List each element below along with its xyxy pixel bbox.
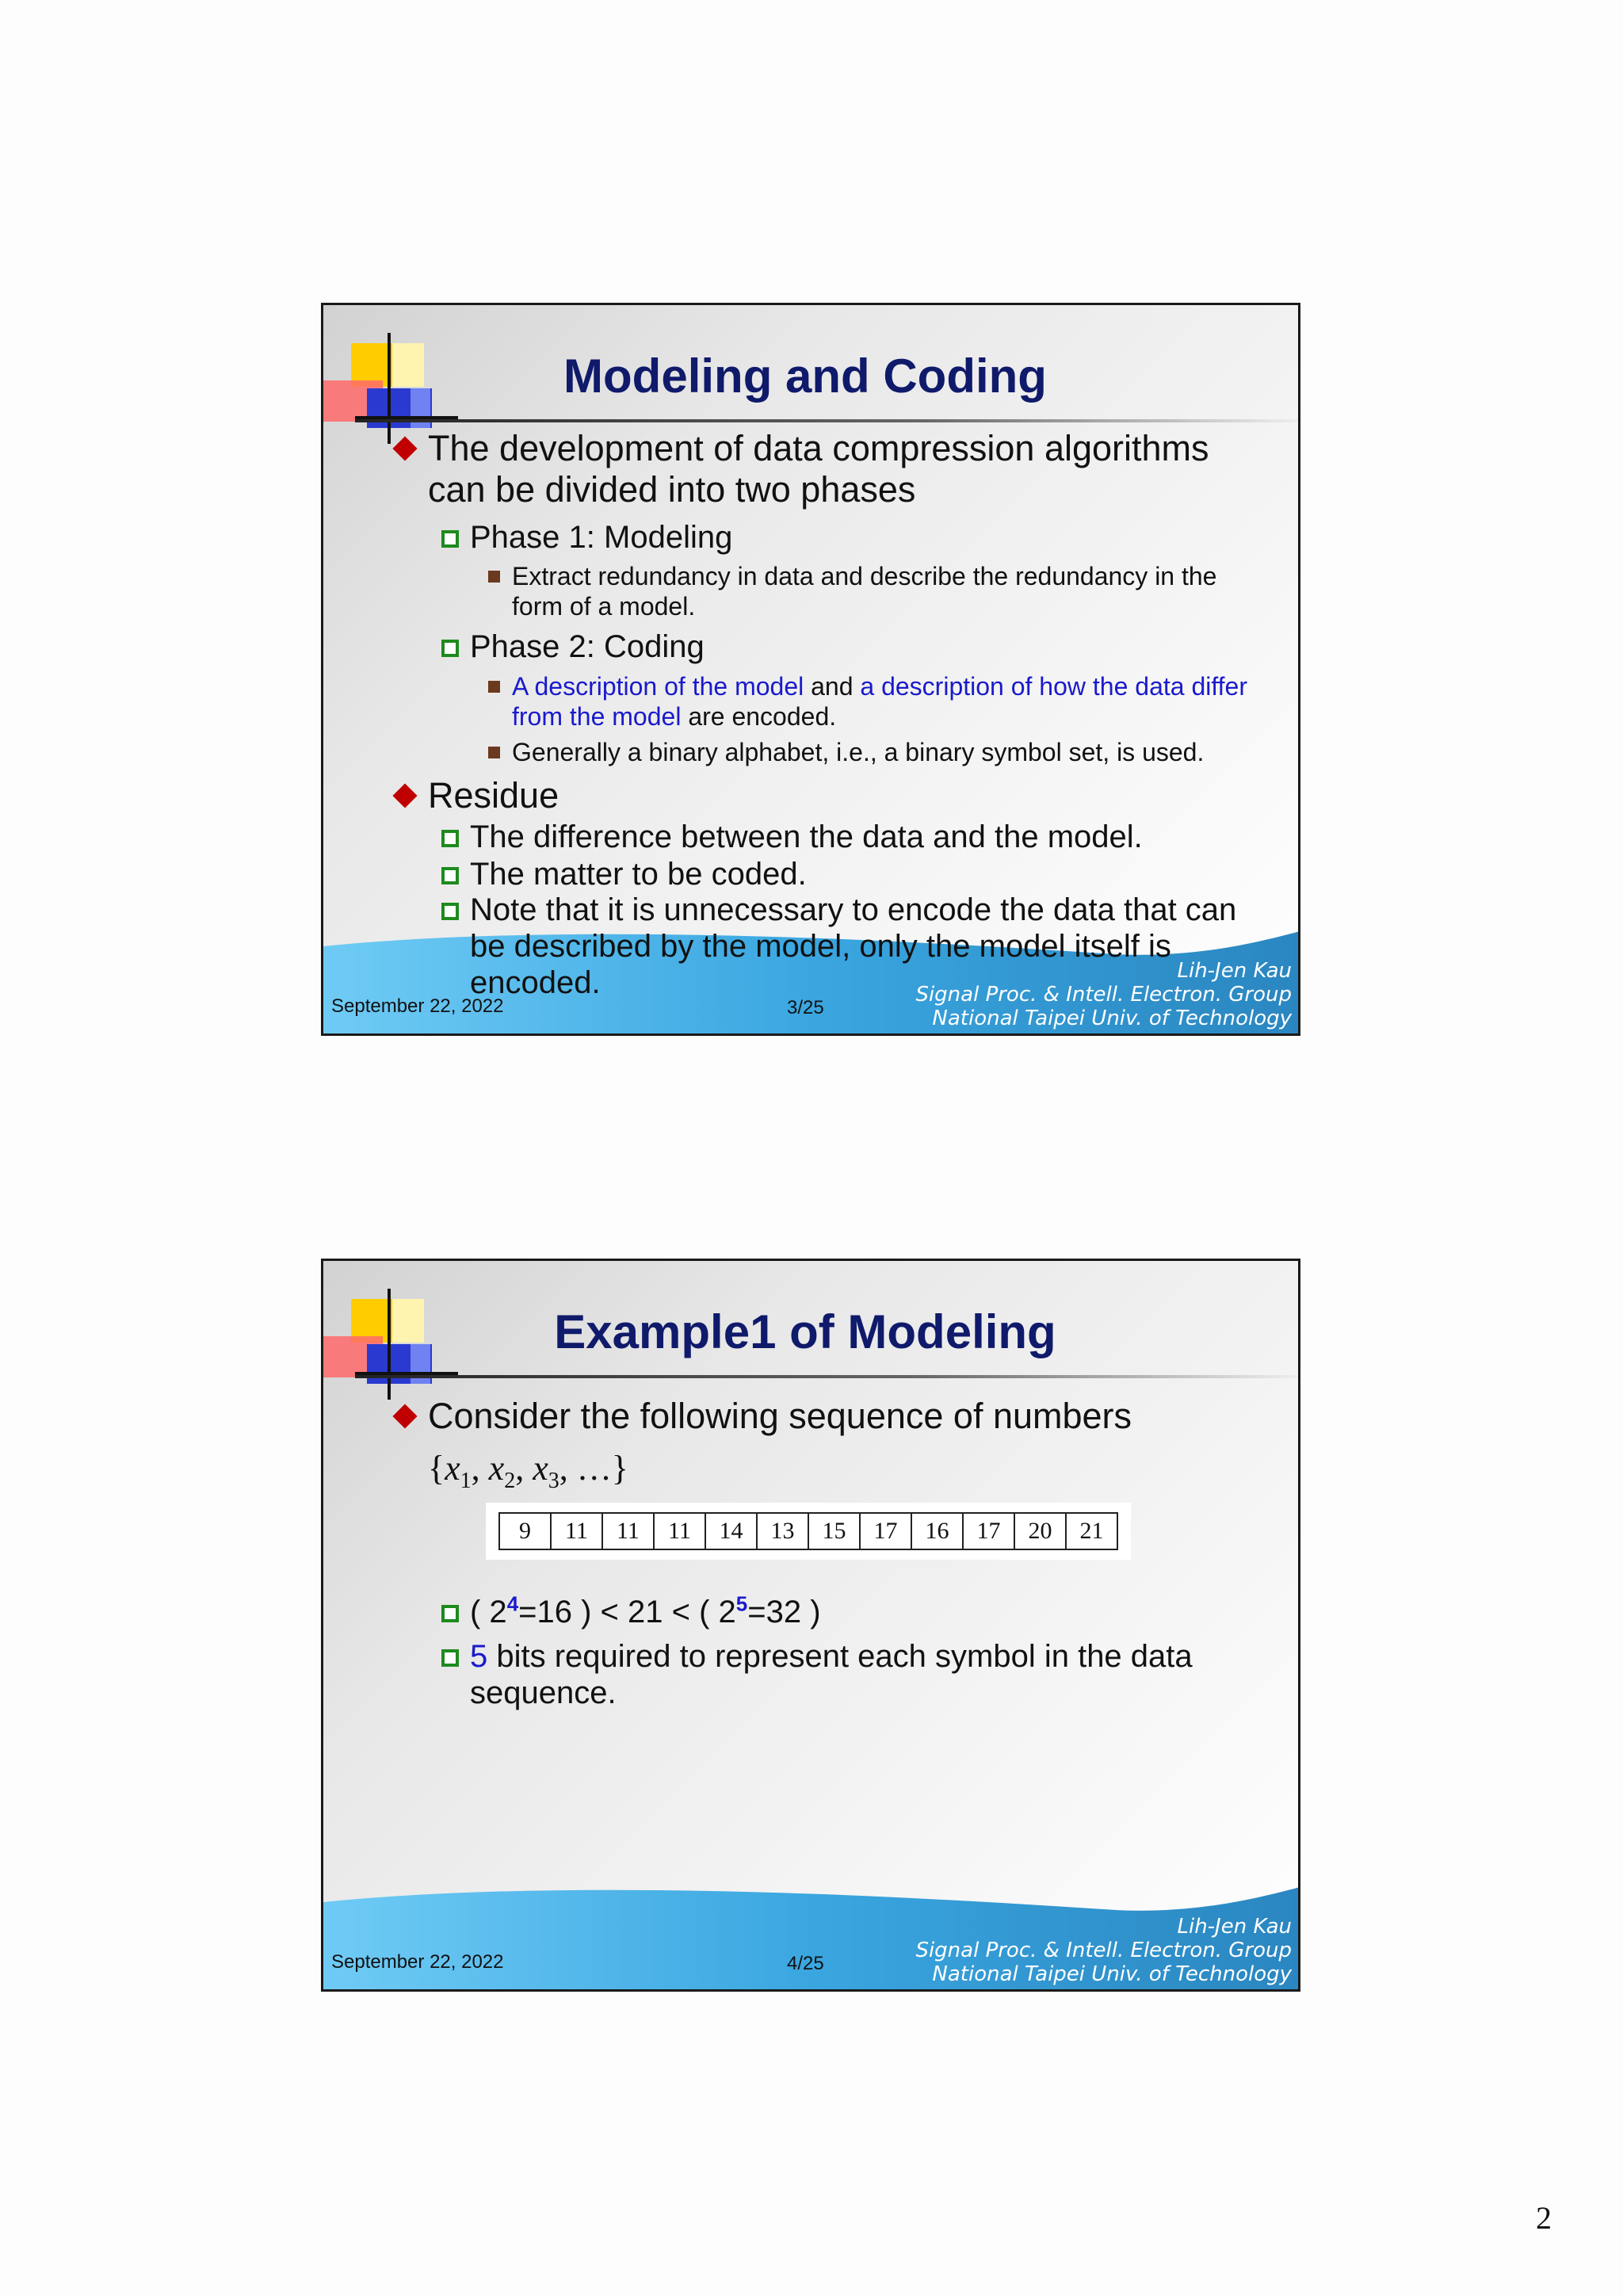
- sequence-cell: 21: [1066, 1513, 1117, 1549]
- filled-square-bullet-icon: [488, 747, 500, 758]
- bullet-consider-sequence: Consider the following sequence of numbers: [428, 1396, 1268, 1437]
- footer-author: Lih-Jen Kau: [1177, 959, 1292, 983]
- bullet-residue-difference: The difference between the data and the model.: [470, 819, 1270, 855]
- slide-3: [321, 303, 1300, 1036]
- sequence-cell: 17: [860, 1513, 911, 1549]
- bullet-phase-1: Phase 1: Modeling: [470, 519, 1270, 556]
- sequence-cell: 13: [757, 1513, 808, 1549]
- square-bullet-icon: [441, 640, 459, 657]
- square-bullet-icon: [441, 867, 459, 884]
- sequence-cell: 11: [551, 1513, 602, 1549]
- sequence-cell: 17: [963, 1513, 1014, 1549]
- bullet-phase-2-detail-2: Generally a binary alphabet, i.e., a binary symbol set, is used.: [512, 737, 1273, 767]
- slide-4: [321, 1259, 1300, 1992]
- bullet-phase-1-detail: Extract redundancy in data and describe the redundancy in the form of a model.: [512, 561, 1273, 621]
- bullet-development: The development of data compression algorithms can be divided into two phases: [428, 428, 1268, 510]
- bullet-phase-2-detail-1: A description of the model and a description of how the data differ from the model are encoded.: [512, 671, 1273, 732]
- square-bullet-icon: [441, 830, 459, 847]
- footer-date: September 22, 2022: [331, 995, 504, 1017]
- sequence-cell: 15: [808, 1513, 860, 1549]
- footer-author: Lih-Jen Kau: [1177, 1915, 1292, 1939]
- sequence-cell: 11: [602, 1513, 654, 1549]
- footer-university: National Taipei Univ. of Technology: [932, 1007, 1292, 1030]
- title-underline: [355, 418, 1298, 424]
- sequence-cell: 11: [654, 1513, 705, 1549]
- square-bullet-icon: [441, 1649, 459, 1667]
- filled-square-bullet-icon: [488, 681, 500, 693]
- bullet-bits-required: 5 bits required to represent each symbol in the data sequence.: [470, 1638, 1270, 1711]
- slide-title: Modeling and Coding: [563, 350, 1047, 403]
- square-bullet-icon: [441, 1605, 459, 1622]
- sequence-cell: 14: [705, 1513, 757, 1549]
- sequence-cell: 20: [1014, 1513, 1066, 1549]
- bullet-residue: Residue: [428, 775, 1268, 816]
- sequence-notation: {$x_1$, $x_2$, $x_3$, …}: [428, 1449, 628, 1493]
- filled-square-bullet-icon: [488, 571, 500, 583]
- bullet-inequality: ( $2^4=16$ ) < 21 < ( $2^5=32$ ): [470, 1594, 1270, 1630]
- footer-group: Signal Proc. & Intell. Electron. Group: [915, 1939, 1292, 1962]
- square-bullet-icon: [441, 530, 459, 548]
- footer-university: National Taipei Univ. of Technology: [932, 1962, 1292, 1986]
- bullet-residue-matter: The matter to be coded.: [470, 856, 1270, 892]
- sequence-row: [499, 1513, 1117, 1549]
- sequence-table: [486, 1503, 1131, 1560]
- title-underline: [355, 1373, 1298, 1380]
- sequence-cell: 9: [499, 1513, 551, 1549]
- footer-date: September 22, 2022: [331, 1951, 504, 1973]
- footer-page-number: 3/25: [787, 997, 824, 1018]
- diamond-bullet-icon: [392, 783, 417, 808]
- footer-group: Signal Proc. & Intell. Electron. Group: [915, 983, 1292, 1007]
- footer-author-block: [915, 1915, 1292, 1986]
- footer-page-number: 4/25: [787, 1953, 824, 1974]
- square-bullet-icon: [441, 903, 459, 920]
- document-page-number: 2: [1536, 2200, 1552, 2236]
- bullet-residue-note: Note that it is unnecessary to encode the data that can be described by the model, only the model itself is encoded.: [470, 892, 1270, 1001]
- sequence-cell: 16: [911, 1513, 963, 1549]
- bullet-phase-2: Phase 2: Coding: [470, 628, 1270, 665]
- slide-title: Example1 of Modeling: [554, 1305, 1056, 1358]
